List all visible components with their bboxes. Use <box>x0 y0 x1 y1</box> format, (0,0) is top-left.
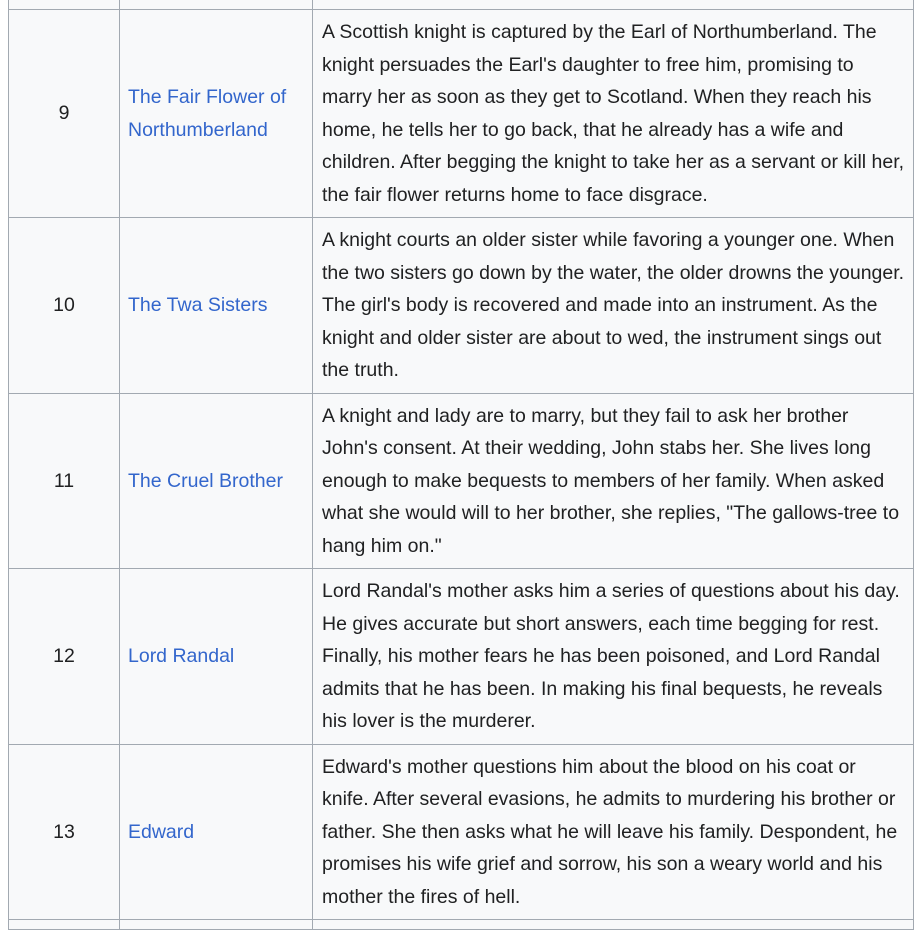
table-row <box>9 744 914 920</box>
ballad-title-link[interactable]: Edward <box>128 820 195 843</box>
table-row <box>9 10 914 218</box>
ballad-title-link[interactable]: Lord Randal <box>128 645 235 667</box>
ballad-title-cell <box>120 744 313 920</box>
table-cell <box>313 0 914 10</box>
table-row <box>9 569 914 745</box>
ballads-table-container <box>8 0 913 930</box>
ballad-description: A knight courts an older sister while favoring a younger one. When the two sisters go down by the water, the older drowns the younger. The girl's body is recovered and made into an instrument. As the knight and older sister are about to wed, the instrument sings out the truth. <box>313 218 914 394</box>
table-cell <box>9 0 120 10</box>
table-row <box>9 393 914 569</box>
table-row-partial-top <box>9 0 914 10</box>
ballad-number: 9 <box>9 10 120 218</box>
ballad-title-link[interactable]: The Cruel Brother <box>128 469 283 492</box>
table-cell <box>120 0 313 10</box>
ballad-number: 13 <box>9 744 120 920</box>
table-row <box>9 218 914 394</box>
ballad-number: 11 <box>9 393 120 569</box>
ballad-description: A knight and lady are to marry, but they fail to ask her brother John's consent. At their wedding, John stabs her. She lives long enough to make bequests to members of her family. When asked what she would will to her brother, she replies, "The gallows-tree to hang him on." <box>313 393 914 569</box>
ballad-description: A Scottish knight is captured by the Earl of Northumberland. The knight persuades the Earl's daughter to free him, promising to marry her as soon as they get to Scotland. When they reach his home, he tells her to go back, that he already has a wife and children. After begging the knight to take her as a servant or kill her, the fair flower returns home to face disgrace. <box>313 10 914 218</box>
ballads-table <box>8 0 914 930</box>
ballad-title-link[interactable]: The Twa Sisters <box>128 294 268 316</box>
ballad-number: 12 <box>9 569 120 745</box>
table-cell <box>313 920 914 930</box>
ballad-title-cell <box>120 10 313 218</box>
table-cell <box>120 920 313 930</box>
ballad-description: Lord Randal's mother asks him a series of questions about his day. He gives accurate but short answers, each time begging for rest. Finally, his mother fears he has been poisoned, and Lord Randal admits that he has been. In making his final bequests, he reveals his lover is the murderer. <box>313 569 914 745</box>
table-cell <box>9 920 120 930</box>
ballad-title-cell <box>120 393 313 569</box>
table-row-partial-bottom <box>9 920 914 930</box>
ballad-title-link[interactable]: The Fair Flower of Northumberland <box>128 86 287 141</box>
ballad-description: Edward's mother questions him about the blood on his coat or knife. After several evasions, he admits to murdering his brother or father. She then asks what he will leave his family. Despondent, he promises his wife grief and sorrow, his son a weary world and his mother the fires of hell. <box>313 744 914 920</box>
ballad-number: 10 <box>9 218 120 394</box>
ballad-title-cell <box>120 218 313 394</box>
ballad-title-cell <box>120 569 313 745</box>
